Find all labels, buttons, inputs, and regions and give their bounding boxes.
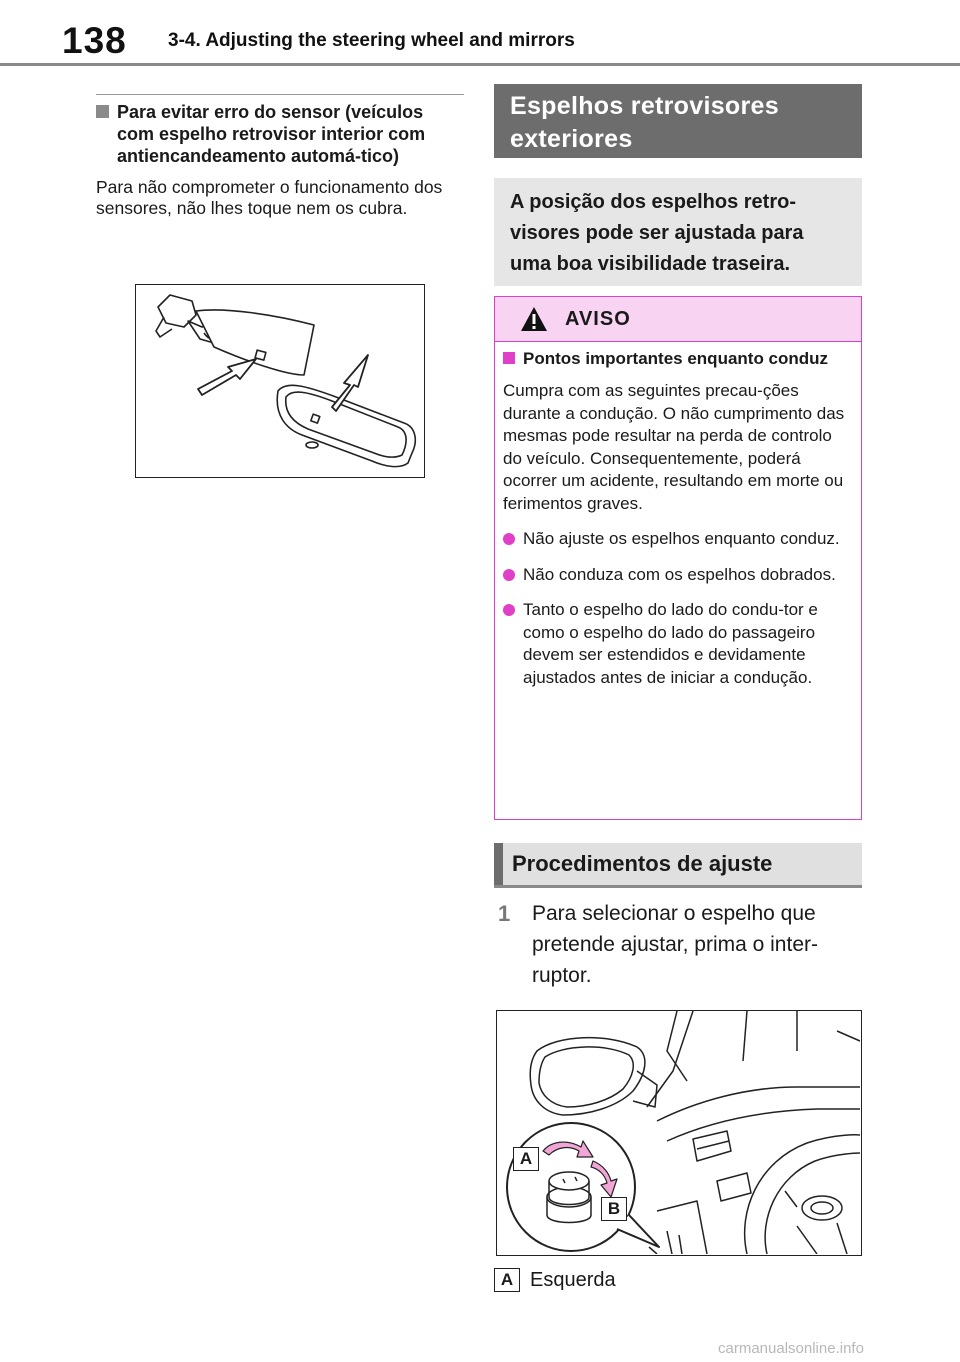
- warning-subheading-text: Pontos importantes enquanto conduz: [523, 349, 829, 368]
- section-title: 3-4. Adjusting the steering wheel and mirrors: [168, 30, 575, 51]
- intro-box: [494, 178, 862, 286]
- warning-bullet: [503, 528, 849, 551]
- square-bullet-icon: [96, 105, 109, 118]
- figure-label-a-text: A: [519, 1149, 533, 1168]
- figure-label-b: [601, 1197, 627, 1221]
- warning-bullet-text: Não ajuste os espelhos enquanto conduz.: [523, 529, 840, 548]
- procedures-title: Procedimentos de ajuste: [512, 851, 773, 876]
- legend-key: A: [494, 1268, 520, 1292]
- mirror-switch-illustration: [497, 1011, 860, 1254]
- watermark: carmanualsonline.info: [718, 1340, 864, 1357]
- step-1: [494, 898, 862, 991]
- rearview-mirror-illustration: [136, 285, 423, 476]
- circle-bullet-icon: [503, 604, 515, 616]
- warning-bullet-text: Não conduza com os espelhos dobrados.: [523, 564, 836, 584]
- mirror-switch-figure: [496, 1010, 862, 1256]
- sensor-paragraph: Para não comprometer o funcionamento dos sensores, não lhes toque nem os cubra.: [96, 177, 443, 218]
- page-header: [0, 0, 960, 70]
- procedures-banner: [494, 843, 862, 888]
- circle-bullet-icon: [503, 569, 515, 581]
- warning-bullet: [503, 564, 849, 587]
- legend-text: Esquerda: [530, 1268, 616, 1291]
- left-column: [96, 94, 464, 219]
- warning-box: [494, 296, 862, 820]
- circle-bullet-icon: [503, 533, 515, 545]
- exterior-mirrors-title: Espelhos retrovisores exteriores: [510, 92, 779, 153]
- exterior-mirrors-banner: [494, 84, 862, 158]
- warning-triangle-icon: [519, 305, 549, 333]
- header-rule: [0, 63, 960, 66]
- step-number: 1: [498, 901, 511, 926]
- figure-label-a: [513, 1147, 539, 1171]
- warning-paragraph: Cumpra com as seguintes precau-ções durante a condução. O não cumprimento das mesmas pode resultar na perda de controlo do veículo. Consequentemente, poderá ocorrer um acidente, resultando em morte ou ferimentos graves.: [503, 381, 845, 513]
- section-divider: [96, 94, 464, 95]
- warning-label: AVISO: [565, 308, 631, 330]
- intro-text: A posição dos espelhos retro-visores pode ser ajustada para uma boa visibilidade traseira.: [510, 191, 804, 275]
- legend-item: [494, 1268, 616, 1292]
- figure-label-b-text: B: [607, 1199, 621, 1218]
- rearview-mirror-figure: [135, 284, 425, 478]
- warning-bullet-text: Tanto o espelho do lado do condu-tor e como o espelho do lado do passageiro devem ser estendidos e devidamente ajustados antes de iniciar a condução.: [523, 600, 818, 687]
- sensor-subheading-text: Para evitar erro do sensor (veículos com espelho retrovisor interior com antiencandeamento automá-tico): [117, 102, 426, 166]
- square-bullet-icon: [503, 352, 515, 364]
- page-number: 138: [62, 20, 127, 61]
- step-text: Para selecionar o espelho que pretende ajustar, prima o inter-ruptor.: [532, 902, 818, 987]
- banner-accent-bar: [494, 843, 503, 885]
- warning-header: [495, 297, 861, 342]
- sensor-subheading: [96, 101, 464, 167]
- warning-bullet: [503, 599, 849, 689]
- warning-subheading: [503, 348, 849, 369]
- warning-body: [495, 342, 861, 689]
